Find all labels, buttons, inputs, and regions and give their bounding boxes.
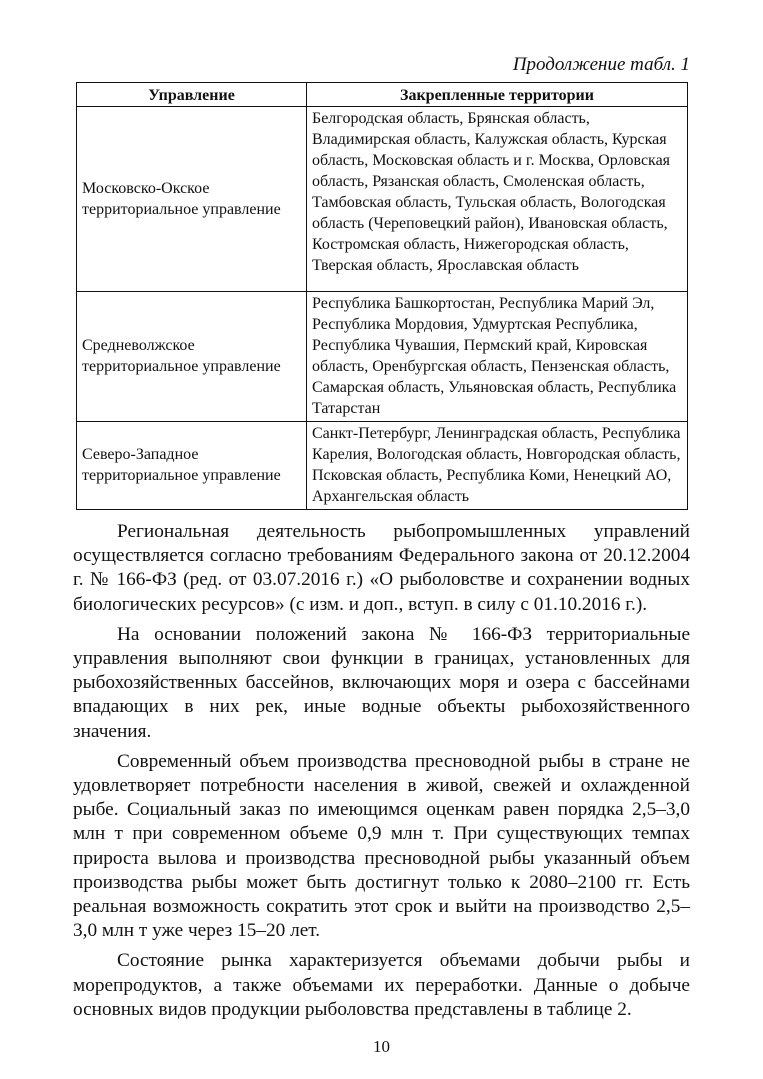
- territories-table: [76, 82, 688, 510]
- management-cell: Северо-Западное территориальное управление: [77, 422, 307, 510]
- header-management: Управление: [77, 83, 307, 107]
- paragraph: Состояние рынка характеризуется объемами добычи рыбы и морепродуктов, а также объемами их переработки. Данные о добыче основных видов продукции рыболовства представлены в таблице 2.: [73, 950, 690, 1020]
- paragraph: Современный объем производства пресноводной рыбы в стране не удовлетворяет потребности населения в живой, свежей и охлажденной рыбе. Социальный заказ по имеющимся оценкам равен порядка 2,5–3,0 млн т при современном объеме 0,9 млн т. При существующих темпах прироста вылова и производства пресноводной рыбы указанный объем производства рыбы может быть достигнут только к 2080–2100 гг. Есть реальная возможность сократить этот срок и выйти на производство 2,5–3,0 млн т уже через 15–20 лет.: [73, 750, 690, 942]
- table-row: [77, 107, 688, 292]
- body-text: [73, 520, 690, 1022]
- header-territories: Закрепленные территории: [307, 83, 688, 107]
- territories-cell: Белгородская область, Брянская область, Владимирская область, Калужская область, Курская область, Московская область и г. Москва, Орловская область, Рязанская область, Смоленская область, Тамбовская область, Тульская область, Вологодская область (Череповецкий район), Ивановская область, Костромская область, Нижегородская область, Тверская область, Ярославская область: [307, 107, 688, 292]
- table-row: [77, 292, 688, 422]
- territories-cell: Санкт-Петербург, Ленинградская область, Республика Карелия, Вологодская область, Новгородская область, Псковская область, Республика Коми, Ненецкий АО, Архангельская область: [307, 422, 688, 510]
- page-number: 10: [373, 1037, 390, 1056]
- paragraph: Региональная деятельность рыбопромышленных управлений осуществляется согласно требованиям Федерального закона от 20.12.2004 г. № 166-ФЗ (ред. от 03.07.2016 г.) «О рыболовстве и сохранении водных биологических ресурсов» (с изм. и доп., вступ. в силу с 01.10.2016 г.).: [73, 521, 690, 615]
- paragraph: На основании положений закона № 166-ФЗ территориальные управления выполняют свои функции в границах, установленных для рыбохозяйственных бассейнов, включающих моря и озера с бассейнами впадающих в них рек, иные водные объекты рыбохозяйственного значения.: [73, 623, 690, 742]
- territories-cell: Республика Башкортостан, Республика Марий Эл, Республика Мордовия, Удмуртская Республика, Республика Чувашия, Пермский край, Кировская область, Оренбургская область, Пензенская область, Самарская область, Ульяновская область, Республика Татарстан: [307, 292, 688, 422]
- table-row: [77, 422, 688, 510]
- table-caption: Продолжение табл. 1: [512, 54, 690, 75]
- table-header-row: [77, 83, 688, 107]
- page-content: [73, 52, 690, 1028]
- management-cell: Средневолжское территориальное управление: [77, 292, 307, 422]
- management-cell: Московско-Окское территориальное управление: [77, 107, 307, 292]
